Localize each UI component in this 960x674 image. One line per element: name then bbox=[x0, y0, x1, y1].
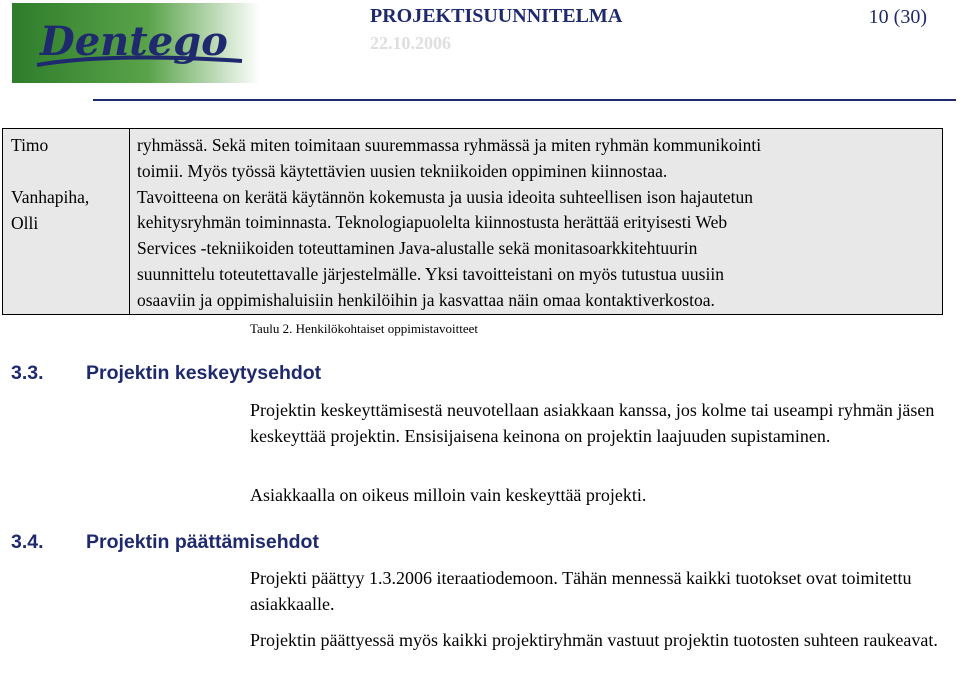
section-heading-3-3 bbox=[11, 362, 321, 385]
header-rule bbox=[93, 99, 956, 101]
page-number: 10 (30) bbox=[868, 6, 927, 28]
paragraph: Projektin keskeyttämisestä neuvotellaan asiakkaan kanssa, jos kolme tai useampi ryhmän jäsen keskeyttää projektin. Ensisijaisena keinona on projektin laajuuden supistaminen. bbox=[250, 400, 935, 446]
goal-line: ryhmässä. Sekä miten toimitaan suuremmassa ryhmässä ja miten ryhmän kommunikointi bbox=[137, 135, 762, 155]
learning-goals-table bbox=[2, 128, 943, 315]
person-name: Vanhapiha, bbox=[11, 186, 90, 207]
person-name: Olli bbox=[11, 212, 39, 233]
goal-line: toimii. Myös työssä käytettävien uusien tekniikoiden oppiminen kiinnostaa. bbox=[137, 160, 668, 181]
section-number: 3.4. bbox=[11, 531, 44, 553]
document-title: PROJEKTISUUNNITELMA bbox=[370, 5, 623, 27]
person-name: Timo bbox=[11, 135, 49, 155]
dentego-logo bbox=[12, 3, 260, 83]
goal-line: suunnittelu toteutettavalle järjestelmälle. Yksi tavoitteistani on myös tutustua uusiin bbox=[137, 263, 724, 284]
table-row bbox=[3, 129, 943, 315]
document-date: 22.10.2006 bbox=[370, 33, 451, 53]
paragraph: Projekti päättyy 1.3.2006 iteraatiodemoon. Tähän mennessä kaikki tuotokset ovat toimitettu asiakkaalle. bbox=[250, 568, 912, 614]
goal-line: osaaviin ja oppimishaluisiin henkilöihin ja kasvattaa näin omaa kontaktiverkostoa. bbox=[137, 289, 715, 310]
paragraph: Projektin päättyessä myös kaikki projektiryhmän vastuut projektin tuotosten suhteen raukeavat. bbox=[250, 630, 938, 650]
goals-cell bbox=[130, 129, 943, 315]
goal-line: Services -tekniikoiden toteuttaminen Java-alustalle sekä monitasoarkkitehtuurin bbox=[137, 238, 698, 259]
table-caption: Taulu 2. Henkilökohtaiset oppimistavoitteet bbox=[250, 321, 478, 336]
page-header bbox=[0, 0, 960, 105]
goal-line: kehitysryhmän toiminnasta. Teknologiapuolelta kiinnostusta herättää erityisesti Web bbox=[137, 212, 728, 233]
section-heading-3-4 bbox=[11, 531, 319, 554]
section-title: Projektin keskeytysehdot bbox=[86, 362, 322, 384]
section-title: Projektin päättämisehdot bbox=[86, 531, 319, 553]
section-number: 3.3. bbox=[11, 362, 44, 384]
svg-text:Dentego: Dentego bbox=[40, 18, 228, 65]
paragraph: Asiakkaalla on oikeus milloin vain keskeyttää projekti. bbox=[250, 485, 647, 505]
person-names-cell bbox=[3, 129, 130, 315]
goal-line: Tavoitteena on kerätä käytännön kokemusta ja uusia ideoita suhteellisen ison hajautetun bbox=[137, 186, 753, 207]
